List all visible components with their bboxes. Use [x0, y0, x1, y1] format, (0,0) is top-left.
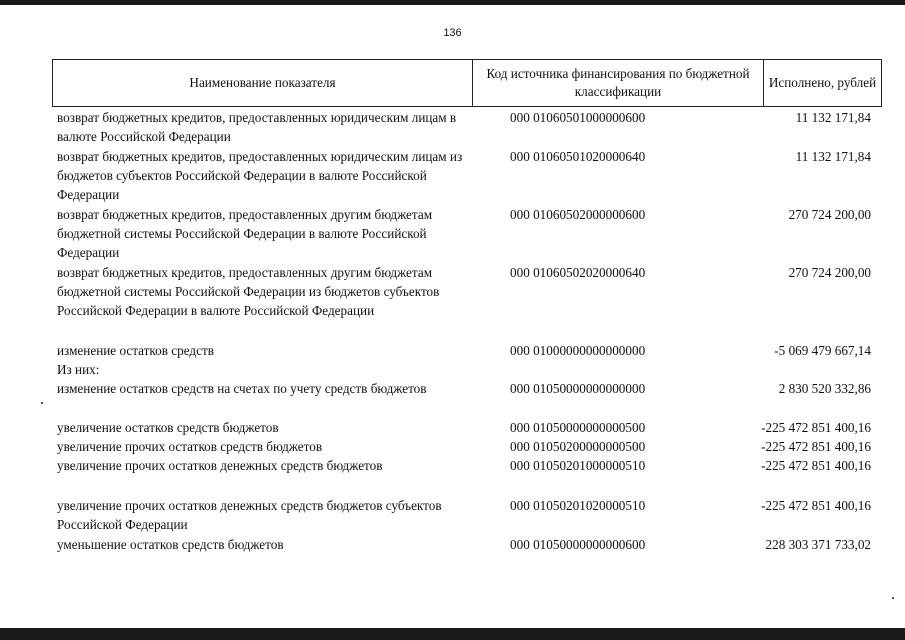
row-name: возврат бюджетных кредитов, предоставленных другим бюджетам бюджетной системы Российской Федерации в валюте Российской Федерации	[57, 207, 433, 260]
row-name: увеличение остатков средств бюджетов	[57, 420, 279, 435]
row-name: возврат бюджетных кредитов, предоставленных другим бюджетам бюджетной системы Российской Федерации из бюджетов субъектов Российской Федерации в валюте Российской Федерации	[57, 265, 440, 318]
row-name: увеличение прочих остатков средств бюджетов	[57, 439, 323, 454]
row-code: 000 01050000000000500	[510, 420, 646, 435]
row-code: 000 01000000000000000	[510, 343, 646, 358]
header-indicator-name: Наименование показателя	[53, 60, 473, 106]
row-value: 270 724 200,00	[788, 207, 871, 222]
row-name: возврат бюджетных кредитов, предоставленных юридическим лицам из бюджетов субъектов Российской Федерации в валюте Российской Федерации	[57, 149, 463, 202]
row-value: -225 472 851 400,16	[761, 439, 871, 454]
header-source-code: Код источника финансирования по бюджетной классификации	[473, 60, 764, 106]
row-value: 228 303 371 733,02	[765, 537, 871, 552]
page-number: 136	[443, 27, 462, 39]
row-code: 000 01060501020000640	[510, 149, 646, 164]
row-name: Из них:	[57, 362, 100, 377]
row-code: 000 01060501000000600	[510, 110, 646, 125]
row-name: возврат бюджетных кредитов, предоставленных юридическим лицам в валюте Российской Федерации	[57, 110, 457, 144]
scan-top-border	[0, 0, 905, 5]
row-name: изменение остатков средств	[57, 343, 214, 358]
row-code: 000 01050000000000000	[510, 381, 646, 396]
row-name: изменение остатков средств на счетах по учету средств бюджетов	[57, 381, 427, 396]
table-header	[52, 59, 882, 107]
row-value: 11 132 171,84	[795, 110, 871, 125]
row-value: 270 724 200,00	[788, 265, 871, 280]
row-value: -225 472 851 400,16	[761, 498, 871, 513]
scan-speck	[892, 597, 894, 599]
row-value: -225 472 851 400,16	[761, 458, 871, 473]
scan-speck	[41, 402, 43, 404]
row-code: 000 01060502000000600	[510, 207, 646, 222]
row-name: увеличение прочих остатков денежных средств бюджетов	[57, 458, 383, 473]
row-value: -225 472 851 400,16	[761, 420, 871, 435]
scan-bottom-border	[0, 628, 905, 640]
row-code: 000 01050201000000510	[510, 458, 646, 473]
header-executed-amount: Исполнено, рублей	[768, 75, 877, 90]
row-value: 11 132 171,84	[795, 149, 871, 164]
row-code: 000 01050201020000510	[510, 498, 646, 513]
row-name: увеличение прочих остатков денежных средств бюджетов субъектов Российской Федерации	[57, 498, 442, 532]
row-code: 000 01050000000000600	[510, 537, 646, 552]
row-value: 2 830 520 332,86	[778, 381, 871, 396]
row-code: 000 01060502020000640	[510, 265, 646, 280]
row-name: уменьшение остатков средств бюджетов	[57, 537, 284, 552]
row-code: 000 01050200000000500	[510, 439, 646, 454]
row-value: -5 069 479 667,14	[774, 343, 871, 358]
